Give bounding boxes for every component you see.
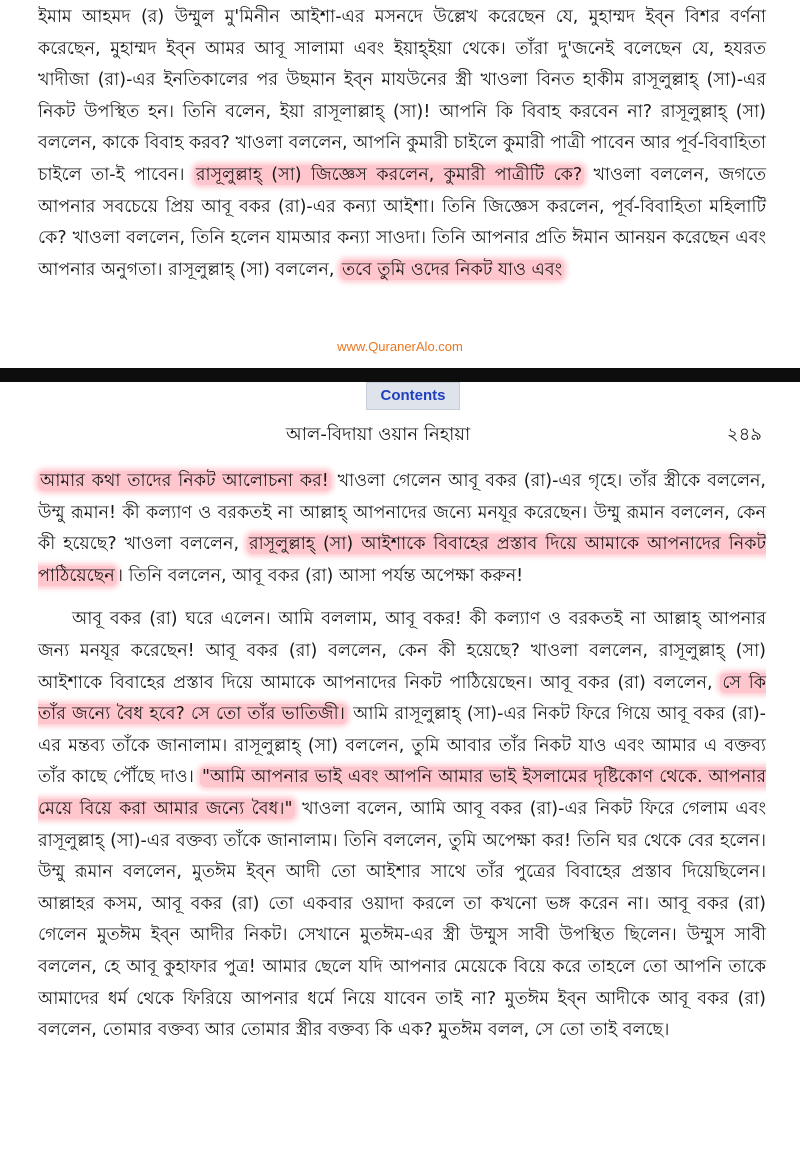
text-segment: খাওলা গেলেন আবূ বকর (রা)-এর গৃহে। তাঁর স্ত্রীকে বললেন, উম্মু রূমান! কী কল্যাণ ও বরকতই না আল্লাহ্ আপনাদের জন্যে মনযূর করেছেন। উম্মু রূমান বললেন, কেন কী হয়েছে? খাওলা বললেন, bbox=[38, 471, 766, 555]
highlighted-text: "আমি আপনার ভাই এবং আপনি আমার ভাই ইসলামের দৃষ্টিকোণ থেকে. আপনার মেয়ে বিয়ে করা আমার জন্যে বৈধ।" bbox=[38, 767, 766, 819]
previous-page-paragraph bbox=[38, 2, 766, 286]
text-segment: আবূ বকর (রা) ঘরে এলেন। আমি বললাম, আবূ বকর! কী কল্যাণ ও বরকতই না আল্লাহ্ আপনার জন্য মনযূর করেছেন! আবূ বকর (রা) বললেন, কেন কী হয়েছে? খাওলা বললেন, রাসূলুল্লাহ্ (সা) আইশাকে বিবাহের প্রস্তাব দিয়ে আমাকে আপনাদের নিকট পাঠিয়েছেন। আবূ বকর (রা) বললেন, bbox=[38, 609, 766, 693]
running-head bbox=[0, 420, 800, 448]
text-segment: । তিনি বললেন, আবূ বকর (রা) আসা পর্যন্ত অপেক্ষা করুন! bbox=[116, 565, 524, 586]
text-segment: ইমাম আহমদ (র) উম্মুল মু'মিনীন আইশা-এর মসনদে উল্লেখ করেছেন যে, মুহাম্মদ ইব্‌ন বিশর বর্ণনা করেছেন, মুহাম্মদ ইব্‌ন আমর আবূ সালামা এবং ইয়াহ্‌ইয়া থেকে। তাঁরা দু'জনেই বলেছেন যে, হযরত খাদীজা (রা)-এর ইনতিকালের পর উছমান ইব্‌ন মাযউনের স্ত্রী খাওলা বিনত হাকীম রাসূলুল্লাহ্ (সা)-এর নিকট উপস্থিত হন। তিনি বলেন, ইয়া রাসূলাল্লাহ্ (সা)! আপনি কি বিবাহ করবেন না? রাসূলুল্লাহ্ (সা) বললেন, কাকে বিবাহ করব? খাওলা বললেন, আপনি কুমারী চাইলে কুমারী পাত্রী পাবেন আর পূর্ব-বিবাহিতা চাইলে তা-ই পাবেন। bbox=[38, 7, 766, 185]
book-title: আল-বিদায়া ওয়ান নিহায়া bbox=[286, 424, 471, 445]
highlighted-text: আমার কথা তাদের নিকট আলোচনা কর! bbox=[40, 471, 329, 491]
highlighted-text: রাসূলুল্লাহ্ (সা) জিজ্ঞেস করলেন, কুমারী পাত্রীটি কে? bbox=[195, 164, 583, 185]
contents-button[interactable]: Contents bbox=[366, 382, 460, 410]
paragraph-1 bbox=[38, 466, 766, 592]
previous-page bbox=[0, 0, 800, 368]
highlighted-text: সে কি তাঁর জন্যে বৈধ হবে? সে তো তাঁর ভাতিজী। bbox=[38, 672, 766, 725]
text-segment: খাওলা বললেন, জগতে আপনার সবচেয়ে প্রিয় আবূ বকর (রা)-এর কন্যা আইশা। তিনি জিজ্ঞেস করলেন, পূর্ব-বিবাহিতা মহিলাটি কে? খাওলা বললেন, তিনি হলেন যামআর কন্যা সাওদা। তিনি আপনার প্রতি ঈমান আনয়ন করেছেন এবং আপনার অনুগতা। রাসূলুল্লাহ্ (সা) বললেন, bbox=[38, 164, 767, 280]
page-divider bbox=[0, 368, 800, 382]
text-segment: খাওলা বলেন, আমি আবূ বকর (রা)-এর নিকট ফিরে গেলাম এবং রাসূলুল্লাহ্ (সা)-এর বক্তব্য তাঁকে জানালাম। তিনি বললেন, তুমি অপেক্ষা কর! তিনি ঘর থেকে বের হলেন। উম্মু রূমান বললেন, মুতঈম ইব্‌ন আদী তো আইশার সাথে তাঁর পুত্রের বিবাহের প্রস্তাব দিয়েছিলেন। আল্লাহর কসম, আবূ বকর (রা) তো একবার ওয়াদা করলে তা কখনো ভঙ্গ করেন না। আবূ বকর (রা) গেলেন মুতঈম ইব্‌ন আদীর নিকট। সেখানে মুতঈম-এর স্ত্রী উম্মুস সাবী উপস্থিত ছিলেন। উম্মুস সাবী বললেন, হে আবূ কুহাফার পুত্র! আমার ছেলে যদি আপনার মেয়েকে বিয়ে করে তাহলে তো আপনি তাকে আমাদের ধর্ম থেকে ফিরিয়ে আপনার ধর্মে নিয়ে যাবেন তাই না? মুতঈম ইব্‌ন আদীকে আবূ বকর (রা) বললেন, তোমার বক্তব্য আর তোমার স্ত্রীর বক্তব্য কি এক? মুতঈম বলল, সে তো তাই বলছে। bbox=[38, 798, 766, 1041]
page-number: ২৪৯ bbox=[726, 424, 762, 445]
text-segment: আমি রাসূলুল্লাহ্ (সা)-এর নিকট ফিরে গিয়ে আবূ বকর (রা)-এর মন্তব্য তাঁকে জানালাম। রাসূলুল্লাহ্ (সা) বললেন, তুমি আবার তাঁর নিকট যাও এবং আমার এ বক্তব্য তাঁর কাছে পৌঁছে দাও। bbox=[38, 704, 766, 788]
current-page-body bbox=[38, 466, 766, 1047]
highlighted-text: তবে তুমি ওদের নিকট যাও এবং bbox=[341, 259, 563, 280]
website-link[interactable]: www.QuranerAlo.com bbox=[337, 339, 463, 354]
highlighted-text: রাসূলুল্লাহ্ (সা) আইশাকে বিবাহের প্রস্তাব দিয়ে আমাকে আপনাদের নিকট পাঠিয়েছেন bbox=[38, 534, 766, 586]
paragraph-2 bbox=[38, 604, 766, 1046]
